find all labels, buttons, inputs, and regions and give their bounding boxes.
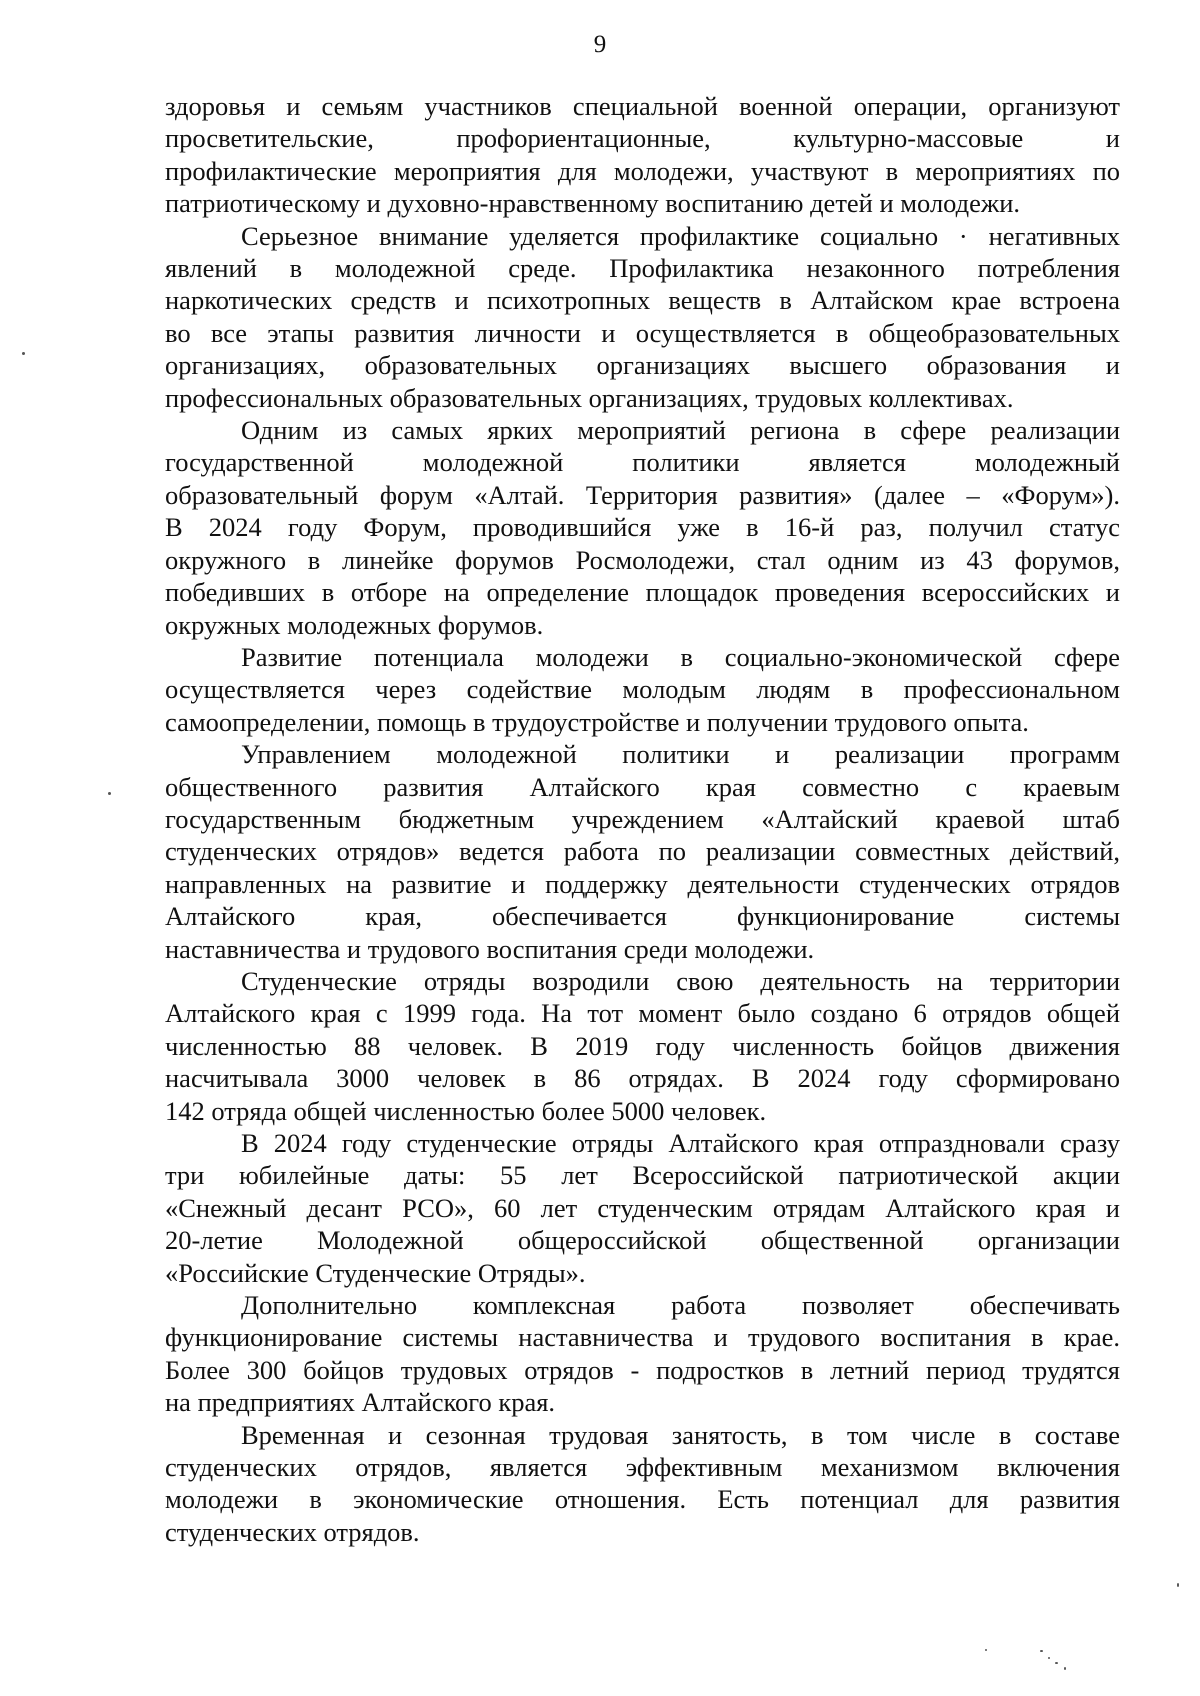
text-line: на предприятиях Алтайского края. <box>165 1387 556 1418</box>
text-line: профессиональных образовательных организациях, трудовых коллективах. <box>165 382 1014 413</box>
text-line: направленных на развитие и поддержку деятельности студенческих отрядов <box>165 868 1120 899</box>
text-line: насчитывала 3000 человек в 86 отрядах. В 2024 году сформировано <box>165 1063 1120 1094</box>
paragraph <box>165 414 1120 641</box>
text-line: окружного в линейке форумов Росмолодежи, стал одним из 43 форумов, <box>165 544 1120 575</box>
text-line: Алтайского края, обеспечивается функционирование системы <box>165 901 1120 932</box>
text-line: наркотических средств и психотропных веществ в Алтайском крае встроена <box>165 285 1120 316</box>
text-line: Временная и сезонная трудовая занятость, в том числе в составе <box>241 1419 1120 1450</box>
scan-speck <box>1055 1662 1058 1664</box>
text-line: просветительские, профориентационные, культурно-массовые и <box>165 123 1120 154</box>
paragraph <box>165 1127 1120 1289</box>
text-line: победивших в отборе на определение площадок проведения всероссийских и <box>165 577 1120 608</box>
scan-speck <box>1064 1667 1066 1670</box>
paragraph <box>165 1419 1120 1549</box>
text-line: Алтайского края с 1999 года. На тот момент было создано 6 отрядов общей <box>165 998 1120 1029</box>
text-line: студенческих отрядов. <box>165 1516 420 1547</box>
paragraph <box>165 90 1120 220</box>
text-line: общественного развития Алтайского края совместно с краевым <box>165 771 1120 802</box>
text-line: 142 отряда общей численностью более 5000 человек. <box>165 1095 767 1126</box>
text-line: государственной молодежной политики является молодежный <box>165 447 1120 478</box>
text-line: «Снежный десант РСО», 60 лет студенческим отрядам Алтайского края и <box>165 1192 1120 1223</box>
text-line: государственным бюджетным учреждением «Алтайский краевой штаб <box>165 803 1120 834</box>
text-line: во все этапы развития личности и осуществляется в общеобразовательных <box>165 317 1120 348</box>
text-line: явлений в молодежной среде. Профилактика незаконного потребления <box>165 253 1120 284</box>
scan-speck <box>985 1649 987 1651</box>
text-line: осуществляется через содействие молодым людям в профессиональном <box>165 674 1120 705</box>
paragraph <box>165 965 1120 1127</box>
text-line: В 2024 году студенческие отряды Алтайского края отпраздновали сразу <box>241 1128 1120 1158</box>
text-line: патриотическому и духовно-нравственному воспитанию детей и молодежи. <box>165 188 1021 219</box>
text-line: Развитие потенциала молодежи в социально-экономической сфере <box>241 641 1120 672</box>
text-line: студенческих отрядов, является эффективным механизмом включения <box>165 1452 1120 1483</box>
text-line: Одним из самых ярких мероприятий региона в сфере реализации <box>241 415 1120 446</box>
paragraph <box>165 738 1120 965</box>
text-line: образовательный форум «Алтай. Территория развития» (далее – «Форум»). <box>165 479 1120 510</box>
document-body <box>165 90 1120 1548</box>
text-line: Дополнительно комплексная работа позволяет обеспечивать <box>241 1290 1120 1321</box>
text-line: Управлением молодежной политики и реализации программ <box>241 739 1120 770</box>
text-line: В 2024 году Форум, проводившийся уже в 16-й раз, получил статус <box>165 512 1120 543</box>
text-line: Студенческие отряды возродили свою деятельность на территории <box>241 965 1120 996</box>
text-line: студенческих отрядов» ведется работа по реализации совместных действий, <box>165 836 1120 867</box>
text-line: молодежи в экономические отношения. Есть потенциал для развития <box>165 1484 1120 1515</box>
scan-speck <box>108 792 111 795</box>
text-line: Более 300 бойцов трудовых отрядов - подростков в летний период трудятся <box>165 1354 1120 1385</box>
text-line: Серьезное внимание уделяется профилактике социально · негативных <box>241 220 1120 251</box>
text-line: окружных молодежных форумов. <box>165 609 544 640</box>
text-line: здоровья и семьям участников специальной военной операции, организуют <box>165 91 1120 121</box>
text-line: «Российские Студенческие Отряды». <box>165 1257 586 1288</box>
scan-speck <box>1048 1657 1050 1659</box>
text-line: 20-летие Молодежной общероссийской общественной организации <box>165 1225 1120 1256</box>
scan-speck <box>1040 1650 1043 1652</box>
paragraph <box>165 1289 1120 1419</box>
text-line: наставничества и трудового воспитания среди молодежи. <box>165 933 815 964</box>
text-line: функционирование системы наставничества и трудового воспитания в крае. <box>165 1322 1120 1353</box>
text-line: самоопределении, помощь в трудоустройстве и получении трудового опыта. <box>165 706 1029 737</box>
paragraph <box>165 220 1120 414</box>
text-line: организациях, образовательных организациях высшего образования и <box>165 350 1120 381</box>
text-line: три юбилейные даты: 55 лет Всероссийской патриотической акции <box>165 1160 1120 1191</box>
text-line: профилактические мероприятия для молодежи, участвуют в мероприятиях по <box>165 155 1120 186</box>
scan-speck <box>1177 1583 1179 1587</box>
paragraph <box>165 641 1120 738</box>
scan-speck <box>22 352 25 355</box>
page-number: 9 <box>593 31 607 58</box>
text-line: численностью 88 человек. В 2019 году численность бойцов движения <box>165 1030 1120 1061</box>
